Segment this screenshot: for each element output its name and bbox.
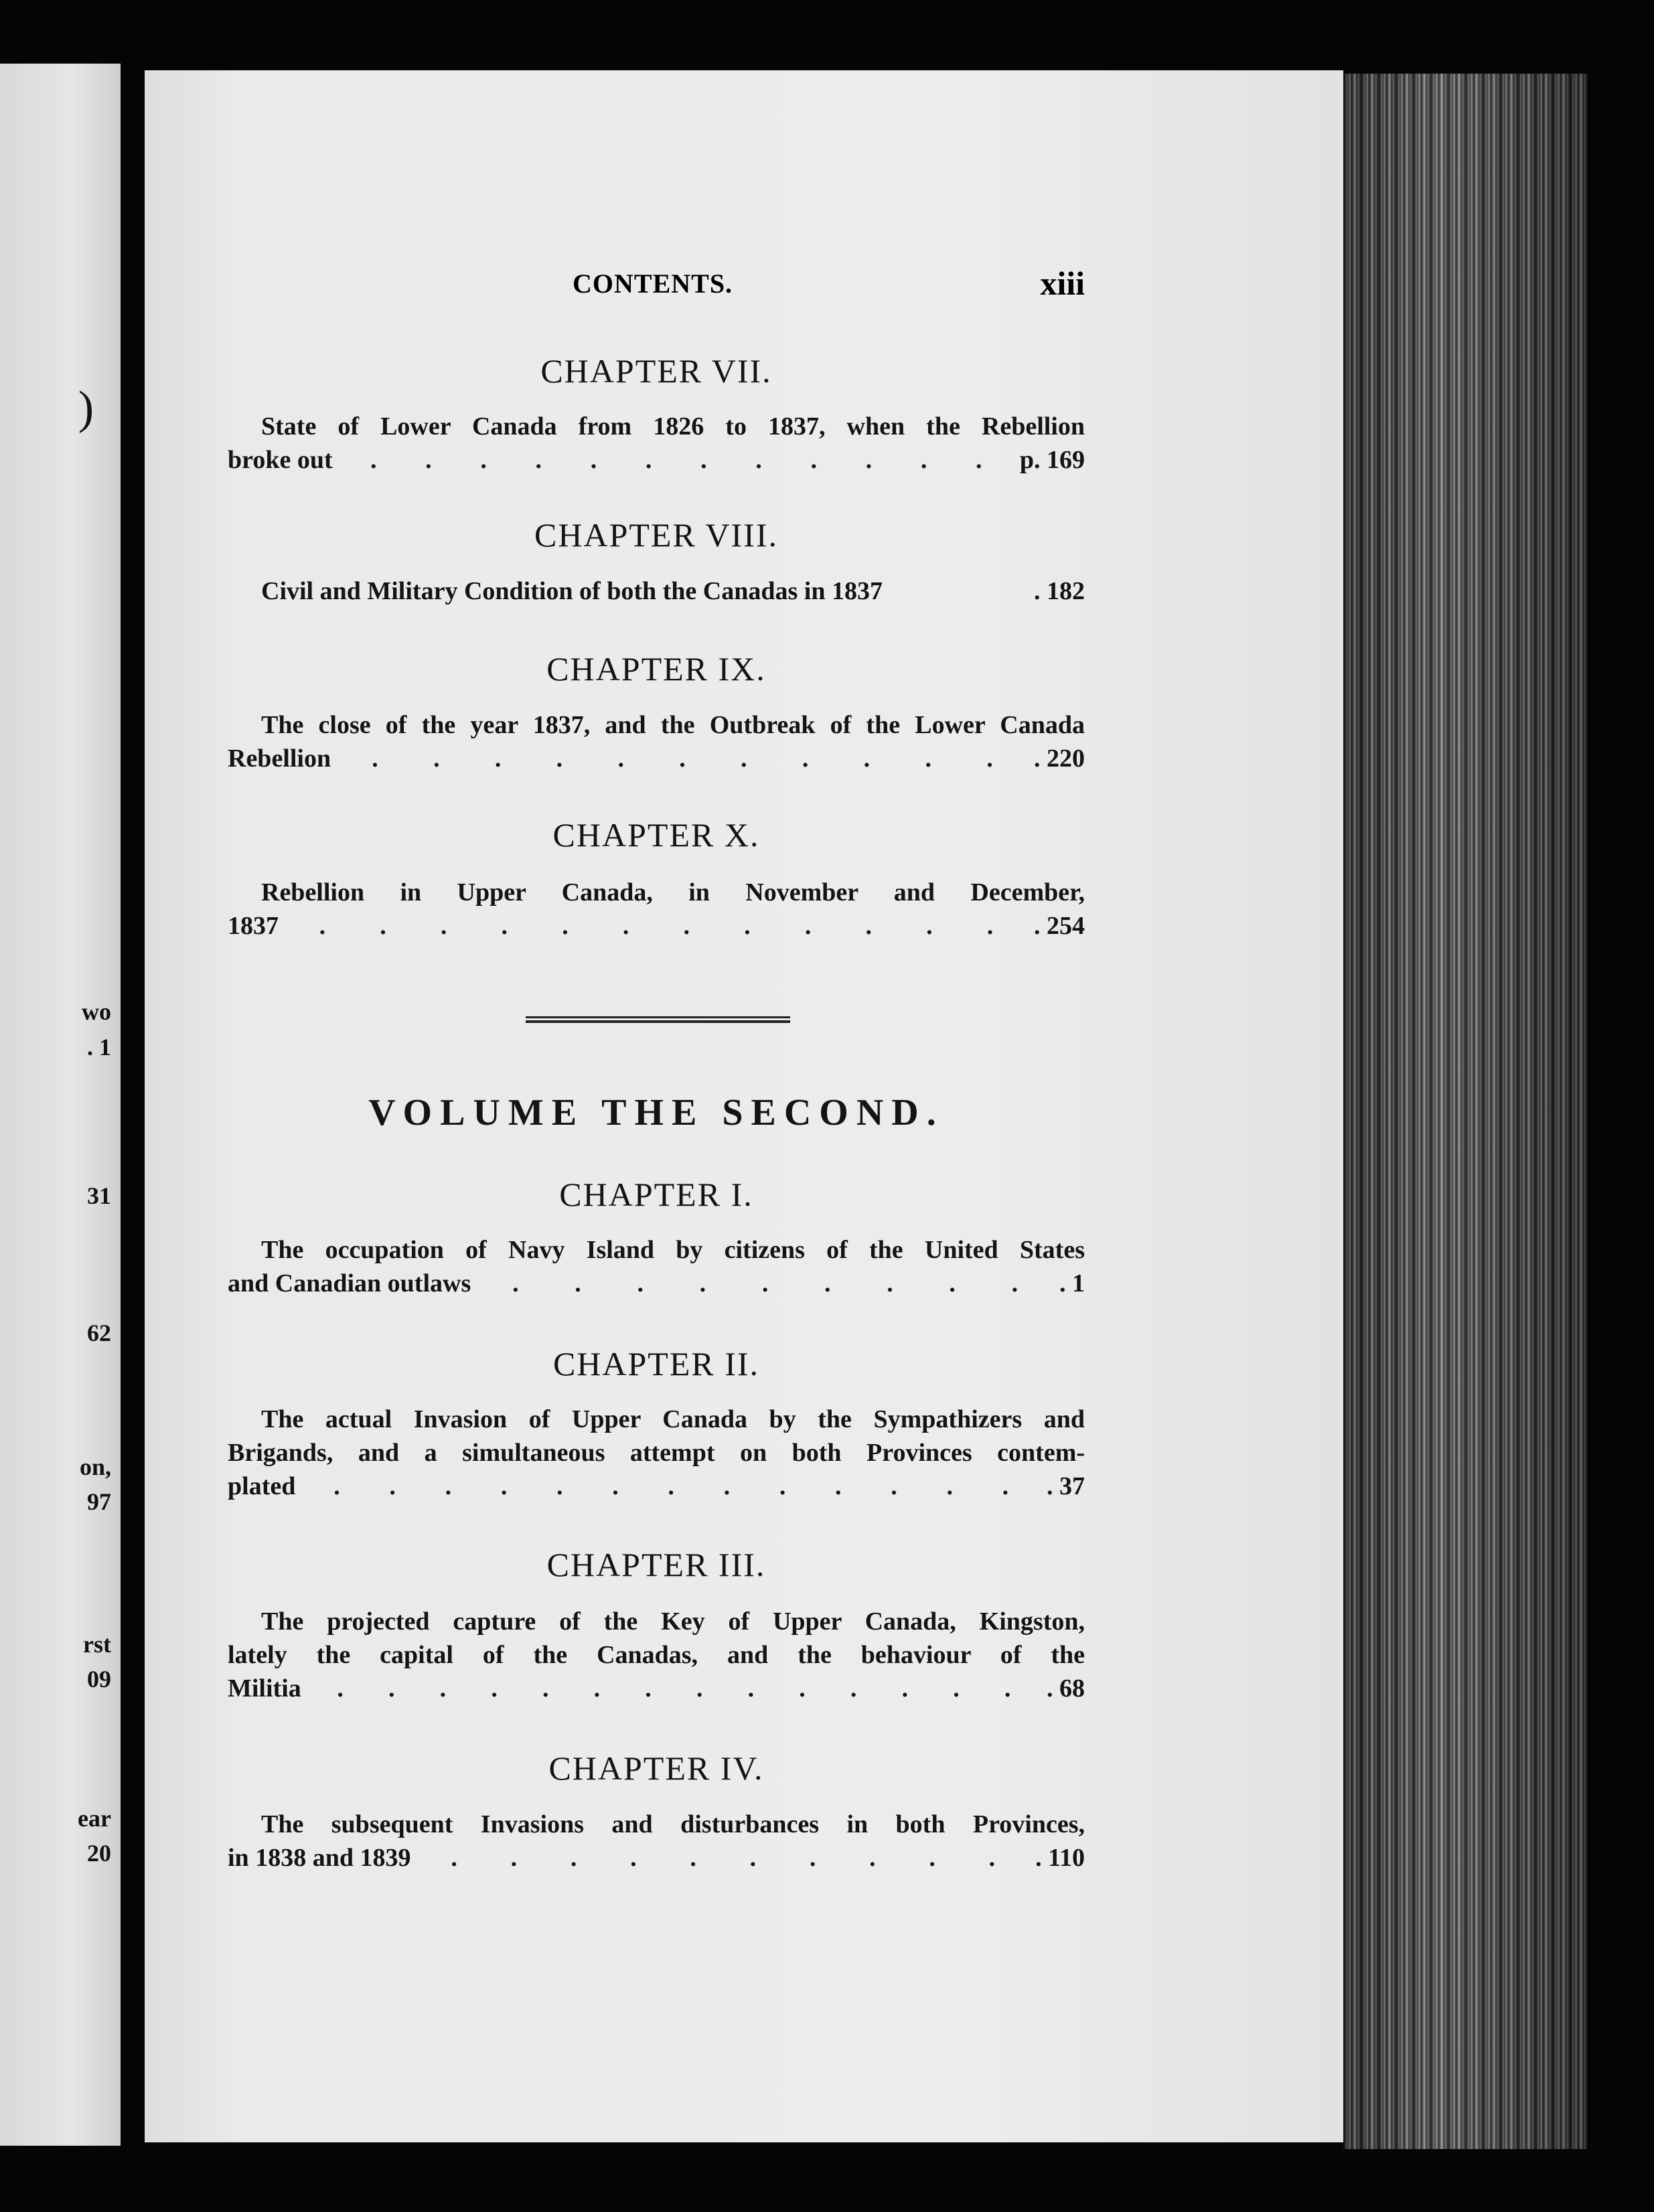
left-page-fragment: rst (83, 1631, 111, 1658)
left-page-fragment: ) (78, 382, 94, 434)
chapter-heading: CHAPTER VIII. (534, 516, 778, 554)
running-head-title: CONTENTS. (573, 268, 733, 299)
entry-page-number: . 182 (1034, 577, 1085, 605)
chapter-heading: CHAPTER I. (559, 1176, 753, 1213)
left-page-fragment: 09 (87, 1666, 111, 1692)
left-facing-page (0, 64, 121, 2146)
contents-entry (228, 574, 1085, 608)
entry-page-number: . 68 (1047, 1674, 1085, 1703)
entry-text-line: The projected capture of the Key of Upper Canada, Kingston, (261, 1607, 1085, 1636)
entry-text-end: Civil and Military Condition of both the Canadas in 1837 (261, 577, 883, 605)
contents-entry (228, 410, 1085, 477)
left-page-fragment: ear (78, 1805, 111, 1832)
chapter-heading: CHAPTER IV. (548, 1749, 764, 1787)
dot-leader: . . . . . . . . . . (451, 1844, 996, 1872)
entry-last-line (228, 909, 1085, 943)
left-page-fragment: 62 (87, 1320, 111, 1346)
entry-text-line: Brigands, and a simultaneous attempt on both Provinces contem- (228, 1439, 1085, 1467)
dot-leader: . . . . . . . . . . . . . . (337, 1674, 1011, 1703)
entry-last-line (228, 1267, 1085, 1300)
dot-leader: . . . . . . . . . (512, 1269, 1019, 1297)
chapter-heading: CHAPTER X. (552, 816, 760, 854)
left-page-fragment: on, (79, 1453, 111, 1480)
entry-text-end: broke out (228, 446, 333, 474)
contents-entry (228, 1233, 1085, 1300)
left-page-fragment: 20 (87, 1840, 111, 1867)
contents-entry (228, 1605, 1085, 1705)
entry-text-line: lately the capital of the Canadas, and the behaviour of the (228, 1641, 1085, 1669)
book-gutter (121, 64, 145, 2146)
entry-page-number: p. 169 (1019, 446, 1085, 474)
entry-last-line (228, 1470, 1085, 1503)
left-page-fragment: 31 (87, 1182, 111, 1209)
entry-text-end: Rebellion (228, 744, 331, 773)
entry-page-number: . 220 (1034, 744, 1085, 773)
entry-text-line: The actual Invasion of Upper Canada by the Sympathizers and (261, 1405, 1085, 1433)
entry-text-line: The occupation of Navy Island by citizens of the United States (261, 1236, 1085, 1264)
page-number: xiii (1040, 264, 1085, 302)
entry-text-end: Militia (228, 1674, 301, 1703)
chapter-heading: CHAPTER III. (546, 1546, 766, 1583)
double-rule-divider (526, 1016, 790, 1024)
entry-text-line: Rebellion in Upper Canada, in November and December, (261, 878, 1085, 906)
volume-title: VOLUME THE SECOND. (368, 1092, 944, 1133)
entry-text-line: The subsequent Invasions and disturbances in both Provinces, (261, 1810, 1085, 1838)
entry-page-number: . 1 (1059, 1269, 1085, 1297)
entry-last-line (228, 1841, 1085, 1875)
dot-leader: . . . . . . . . . . . . . (333, 1472, 1009, 1500)
entry-page-number: . 254 (1034, 912, 1085, 940)
entry-last-line (228, 742, 1085, 775)
dot-leader: . . . . . . . . . . . . (370, 446, 982, 474)
chapter-heading: CHAPTER IX. (546, 650, 766, 688)
left-page-fragment: . 1 (87, 1034, 111, 1060)
entry-text-end: 1837 (228, 912, 279, 940)
dot-leader: . . . . . . . . . . . (372, 744, 993, 773)
entry-last-line (228, 443, 1085, 477)
entry-page-number: . 110 (1035, 1844, 1085, 1872)
entry-text-end: plated (228, 1472, 296, 1500)
chapter-heading: CHAPTER VII. (540, 352, 772, 390)
running-head (228, 264, 1085, 308)
entry-text-line: The close of the year 1837, and the Outbreak of the Lower Canada (261, 711, 1085, 739)
chapter-heading: CHAPTER II. (552, 1345, 760, 1382)
contents-entry (228, 1808, 1085, 1875)
contents-entry (228, 708, 1085, 775)
entry-last-line (228, 1672, 1085, 1705)
entry-text-end: and Canadian outlaws (228, 1269, 471, 1297)
dot-leader: . . . . . . . . . . . . (319, 912, 994, 940)
left-page-fragment: wo (82, 998, 111, 1025)
contents-entry (228, 1403, 1085, 1503)
entry-page-number: . 37 (1047, 1472, 1085, 1500)
entry-text-line: State of Lower Canada from 1826 to 1837, when the Rebellion (261, 412, 1085, 441)
entry-text-end: in 1838 and 1839 (228, 1844, 411, 1872)
entry-last-line (228, 574, 1085, 608)
left-page-fragment: 97 (87, 1488, 111, 1515)
contents-entry (228, 876, 1085, 943)
